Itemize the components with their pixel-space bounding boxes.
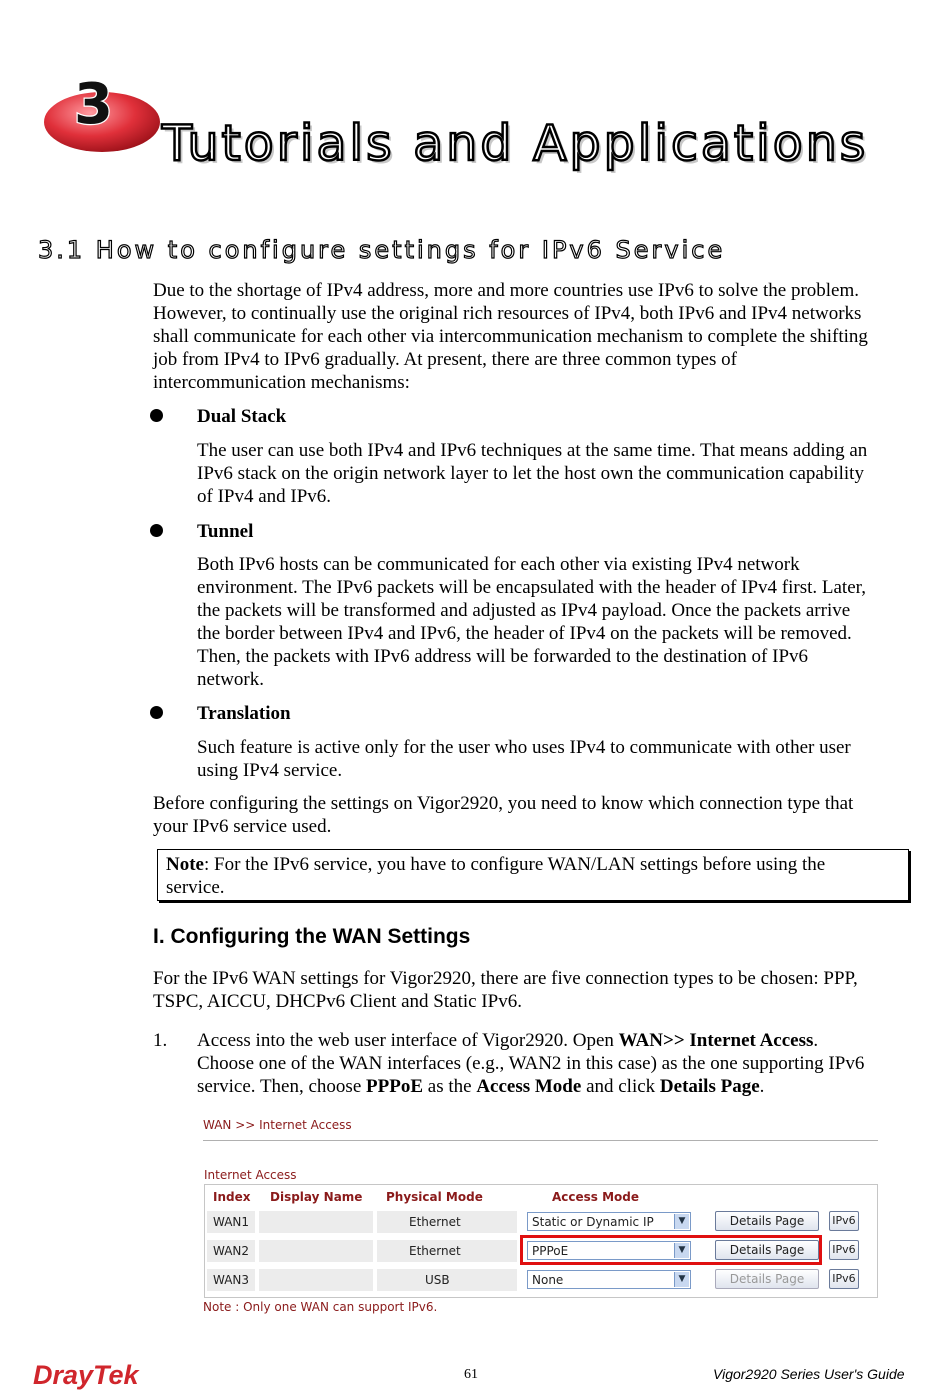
step-line: Choose one of the WAN interfaces (e.g., WAN2 in this case) as the one supporting IPv6 (197, 1053, 865, 1074)
chevron-down-icon: ▼ (674, 1272, 689, 1287)
text-line: Due to the shortage of IPv4 address, more and more countries use IPv6 to solve the problem. (153, 280, 860, 301)
subsection-title: I. Configuring the WAN Settings (153, 925, 471, 948)
table-row (205, 1267, 877, 1293)
row-index: WAN3 (213, 1273, 250, 1287)
divider (203, 1140, 878, 1141)
details-page-button[interactable]: Details Page (715, 1211, 819, 1231)
text-line: However, to continually use the original rich resources of IPv4, both IPv6 and IPv4 networks (153, 303, 862, 324)
text-line: of IPv4 and IPv6. (197, 486, 332, 507)
note-text: : For the IPv6 service, you have to configure WAN/LAN settings before using the (203, 854, 826, 875)
text-line: the border between IPv4 and IPv6, the header of IPv4 on the packets will be removed. (197, 623, 852, 644)
text-line: intercommunication mechanisms: (153, 372, 410, 393)
ipv6-button[interactable]: IPv6 (829, 1211, 859, 1231)
physical-mode: Ethernet (409, 1215, 461, 1229)
text-line: For the IPv6 WAN settings for Vigor2920, there are five connection types to be chosen: PPP, (153, 968, 858, 989)
row-index: WAN1 (213, 1215, 250, 1229)
mechanism-title: Translation (197, 703, 291, 724)
column-header: Index (213, 1190, 251, 1204)
step-line: Access into the web user interface of Vigor2920. Open WAN>> Internet Access. (197, 1030, 819, 1051)
screenshot-note: Note : Only one WAN can support IPv6. (203, 1300, 438, 1314)
text-line: The user can use both IPv4 and IPv6 techniques at the same time. That means adding an (197, 440, 868, 461)
column-header: Display Name (270, 1190, 363, 1204)
details-page-button[interactable]: Details Page (715, 1240, 819, 1260)
ipv6-button[interactable]: IPv6 (829, 1269, 859, 1289)
note-text-2: service. (166, 877, 225, 898)
text-line: Such feature is active only for the user who uses IPv4 to communicate with other user (197, 737, 851, 758)
text-line: environment. The IPv6 packets will be encapsulated with the header of IPv4 first. Later, (197, 577, 866, 598)
mechanism-title: Dual Stack (197, 406, 287, 427)
text-line: the packets will be transformed and adjusted as IPv4 payload. Once the packets arrive (197, 600, 851, 621)
highlight-box (520, 1235, 822, 1265)
access-mode-select[interactable]: PPPoE ▼ (527, 1241, 691, 1260)
text-line: your IPv6 service used. (153, 816, 332, 837)
text-line: TSPC, AICCU, DHCPv6 Client and Static IPv6. (153, 991, 522, 1012)
column-header: Access Mode (552, 1190, 640, 1204)
step-number: 1. (153, 1030, 168, 1051)
panel-label: Internet Access (204, 1168, 297, 1182)
chevron-down-icon: ▼ (674, 1214, 689, 1229)
note-box (157, 849, 909, 901)
row-index: WAN2 (213, 1244, 250, 1258)
physical-mode: USB (425, 1273, 450, 1287)
note-label: Note (166, 854, 204, 875)
physical-mode: Ethernet (409, 1244, 461, 1258)
internet-access-screenshot (200, 1112, 890, 1322)
step-line: service. Then, choose PPPoE as the Access Mode and click Details Page. (197, 1076, 765, 1097)
bullet-icon (150, 409, 163, 422)
chapter-number-badge (40, 78, 160, 158)
text-line: using IPv4 service. (197, 760, 343, 781)
details-page-button: Details Page (715, 1269, 819, 1289)
chevron-down-icon: ▼ (674, 1243, 689, 1258)
mechanism-title: Tunnel (197, 521, 254, 542)
section-title: 3.1 How to configure settings for IPv6 Service (38, 236, 726, 264)
page-number: 61 (464, 1367, 478, 1382)
guide-title: Vigor2920 Series User's Guide (713, 1366, 905, 1382)
column-header: Physical Mode (386, 1190, 483, 1204)
chapter-number: 3 (74, 78, 113, 137)
text-line: shall communicate for each other via intercommunication mechanism to complete the shifting (153, 326, 868, 347)
text-line: job from IPv4 to IPv6 gradually. At present, there are three common types of (153, 349, 737, 370)
ipv6-button[interactable]: IPv6 (829, 1240, 859, 1260)
access-mode-select[interactable]: Static or Dynamic IP ▼ (527, 1212, 691, 1231)
text-line: Both IPv6 hosts can be communicated for each other via existing IPv4 network (197, 554, 800, 575)
text-line: network. (197, 669, 265, 690)
breadcrumb[interactable]: WAN >> Internet Access (203, 1118, 352, 1132)
bullet-icon (150, 706, 163, 719)
text-line: Then, the packets with IPv6 address will be forwarded to the destination of IPv6 (197, 646, 809, 667)
bullet-icon (150, 524, 163, 537)
table-row (205, 1209, 877, 1235)
access-mode-select[interactable]: None ▼ (527, 1270, 691, 1289)
text-line: Before configuring the settings on Vigor2920, you need to know which connection type that (153, 793, 854, 814)
chapter-title: Tutorials and Applications (162, 115, 869, 172)
draytek-logo: DrayTek (33, 1360, 139, 1390)
text-line: IPv6 stack on the origin network layer to let the host own the communication capability (197, 463, 864, 484)
